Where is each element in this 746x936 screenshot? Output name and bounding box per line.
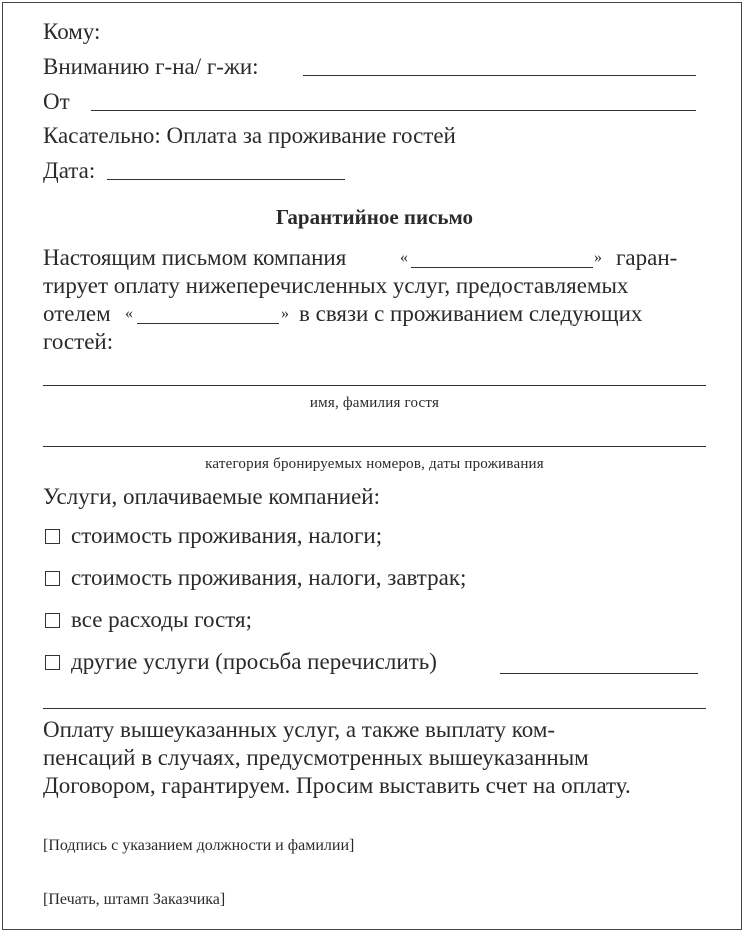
quote-close: »	[281, 305, 289, 322]
service-option-1: стоимость проживания, налоги;	[71, 523, 383, 548]
services-heading: Услуги, оплачиваемые компанией:	[43, 484, 381, 509]
intro-line-3-start: отелем	[43, 301, 111, 326]
attention-field[interactable]	[303, 75, 696, 76]
service-checkbox-3[interactable]	[45, 613, 60, 628]
service-checkbox-1[interactable]	[45, 529, 60, 544]
company-name-field[interactable]	[411, 267, 593, 268]
quote-close: »	[594, 249, 602, 266]
quote-open: «	[400, 249, 408, 266]
other-services-field[interactable]	[500, 673, 698, 674]
date-label: Дата:	[43, 158, 96, 183]
service-option-2: стоимость проживания, налоги, завтрак;	[71, 565, 467, 590]
hotel-name-field[interactable]	[137, 323, 279, 324]
intro-line-2: тирует оплату нижеперечисленных услуг, предоставляемых	[43, 273, 629, 298]
guest-name-caption: имя, фамилия гостя	[309, 395, 440, 411]
letter-title: Гарантийное письмо	[275, 205, 474, 229]
intro-line-1-start: Настоящим письмом компания	[43, 245, 347, 270]
closing-line-2: пенсаций в случаях, предусмотренных вышеуказанным	[43, 745, 589, 770]
subject-line: Касательно: Оплата за проживание гостей	[43, 123, 456, 148]
from-label: От	[43, 89, 70, 114]
other-services-field-extra[interactable]	[43, 708, 706, 709]
guarantee-letter-form	[2, 2, 742, 930]
room-category-field[interactable]	[43, 446, 706, 447]
attention-label: Вниманию г-на/ г-жи:	[43, 54, 259, 79]
signature-note: [Подпись с указанием должности и фамилии]	[43, 837, 355, 854]
room-category-caption: категория бронируемых номеров, даты проживания	[205, 456, 544, 472]
date-field[interactable]	[107, 179, 345, 180]
intro-line-3-end: в связи с проживанием следующих	[299, 301, 643, 326]
closing-line-1: Оплату вышеуказанных услуг, а также выплату ком-	[43, 717, 556, 742]
service-checkbox-2[interactable]	[45, 571, 60, 586]
from-field[interactable]	[91, 110, 696, 111]
stamp-note: [Печать, штамп Заказчика]	[43, 891, 226, 908]
service-option-4: другие услуги (просьба перечислить)	[71, 649, 437, 674]
closing-line-3: Договором, гарантируем. Просим выставить счет на оплату.	[43, 773, 631, 798]
service-option-3: все расходы гостя;	[71, 607, 253, 632]
to-label: Кому:	[43, 19, 101, 44]
intro-line-1-end: гаран-	[616, 245, 678, 270]
quote-open: «	[125, 305, 133, 322]
guest-name-field[interactable]	[43, 385, 706, 386]
service-checkbox-4[interactable]	[45, 655, 60, 670]
intro-line-4: гостей:	[43, 329, 114, 354]
